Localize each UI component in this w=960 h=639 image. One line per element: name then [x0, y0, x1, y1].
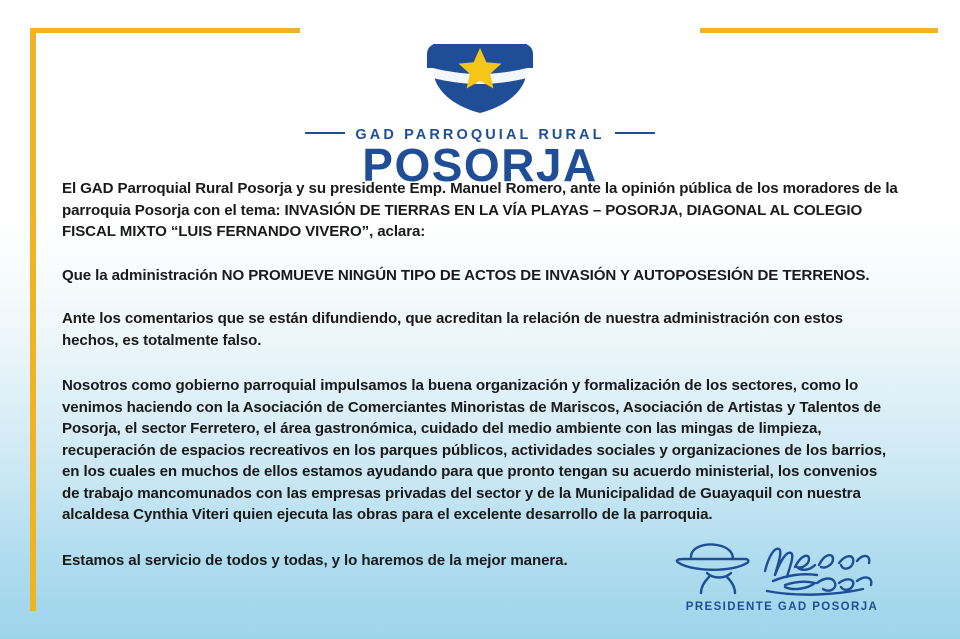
hat-figure-signature-icon: [652, 537, 912, 599]
signature-block: [652, 537, 912, 613]
logo-rule-left: [305, 132, 345, 134]
top-accent-gap: [300, 24, 700, 37]
statement-body: [62, 178, 898, 571]
paragraph-3: Ante los comentarios que se están difundiendo, que acreditan la relación de nuestra administración con estos hechos, es totalmente falso.: [62, 310, 843, 349]
logo-subtitle-text: GAD PARROQUIAL RURAL: [355, 127, 605, 143]
logo-title: POSORJA: [362, 139, 598, 191]
paragraph-1: El GAD Parroquial Rural Posorja y su presidente Emp. Manuel Romero, ante la opinión pública de los moradores de la parroquia Posorja con el tema: INVASIÓN DE TIERRAS EN LA VÍA PLAYAS – POSORJA, DIAGONAL AL COLEGIO FISCAL MIXTO “LUIS FERNANDO VIVERO”, aclara:: [62, 180, 898, 240]
shield-with-star-icon: [421, 38, 539, 121]
organization-logo: [0, 38, 960, 189]
paragraph-4: Nosotros como gobierno parroquial impulsamos la buena organización y formalización de los sectores, como lo venimos haciendo con la Asociación de Comerciantes Minoristas de Mariscos, Asociación de Artistas y Talentos de Posorja, el sector Ferretero, el área gastronómica, cuidado del medio ambiente con las mingas de limpieza, recuperación de espacios recreativos en los parques públicos, actividades sociales y organizaciones de los barrios, en los cuales en muchos de ellos estamos ayudando para que pronto tengan su acuerdo ministerial, los convenios de trabajo mancomunados con las empresas privadas del sector y de la Municipalidad de Guayaquil con nuestra alcaldesa Cynthia Viteri quien ejecuta las obras para el excelente desarrollo de la parroquia.: [62, 377, 887, 523]
paragraph-2: Que la administración NO PROMUEVE NINGÚN TIPO DE ACTOS DE INVASIÓN Y AUTOPOSESIÓN DE TERRENOS.: [62, 266, 870, 284]
signature-caption: PRESIDENTE GAD POSORJA: [685, 601, 879, 613]
logo-rule-right: [615, 132, 655, 134]
paragraph-5: Estamos al servicio de todos y todas, y lo haremos de la mejor manera.: [62, 551, 568, 569]
